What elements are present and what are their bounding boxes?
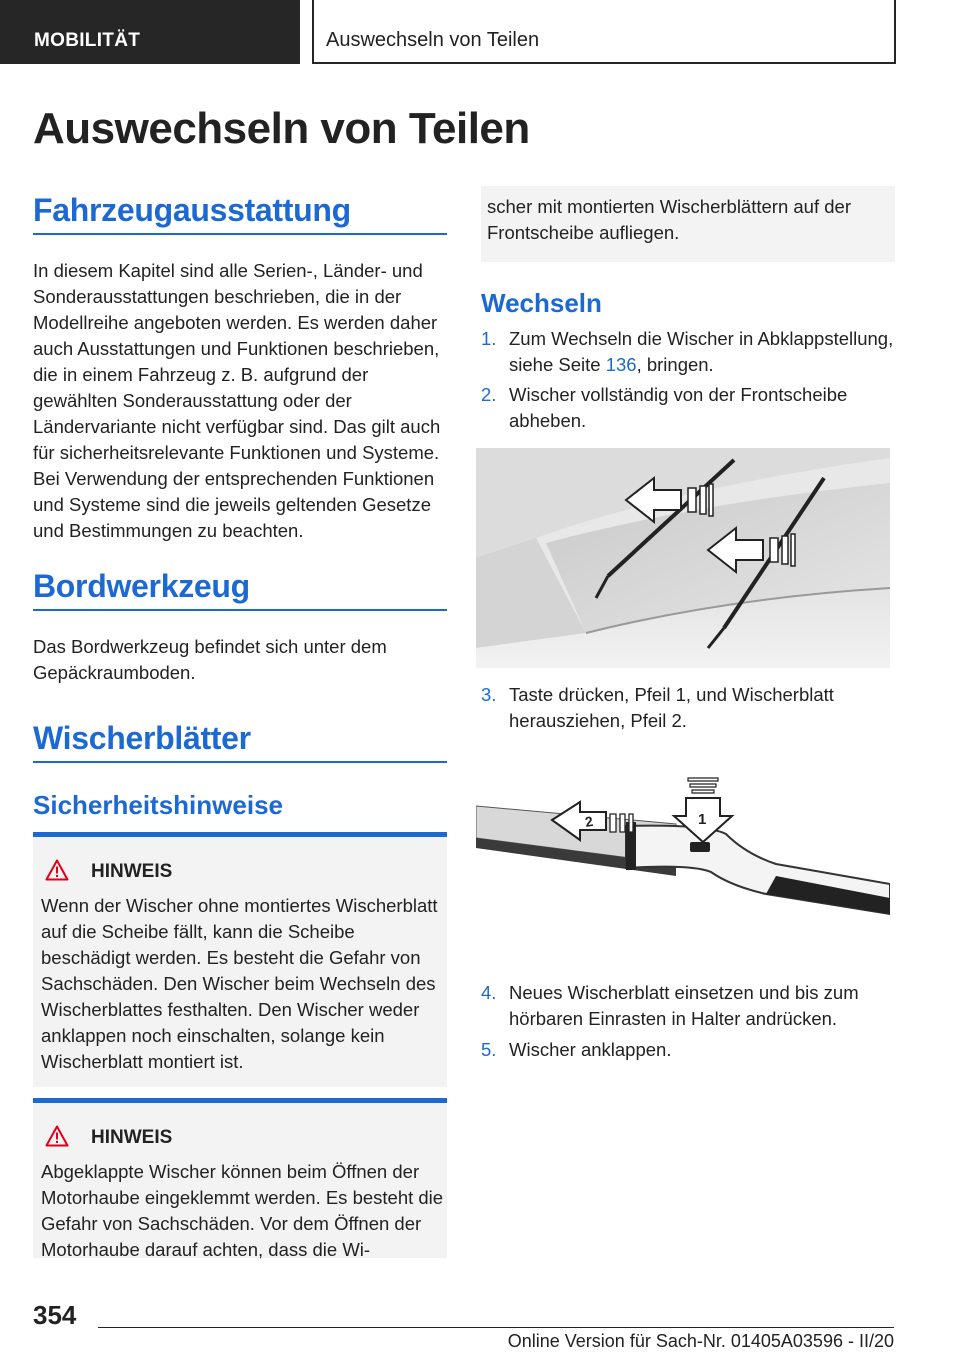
step-text: Wischer anklappen.: [509, 1039, 672, 1060]
figure-wiper-blade-release: [476, 764, 890, 970]
arrow-label-2: 2: [583, 812, 595, 830]
step-number: 5.: [481, 1039, 497, 1060]
notice-continuation-text: scher mit montierten Wischerblättern auf der Frontscheibe aufliegen.: [487, 196, 851, 243]
footer-divider: [98, 1327, 894, 1328]
step-text: Zum Wechseln die Wischer in Abklappstellung, siehe Seite 136, bringen.: [509, 328, 894, 375]
step-number: 1.: [481, 328, 497, 349]
heading-bordwerkzeug: Bordwerkzeug: [33, 568, 447, 611]
step-text: Wischer vollständig von der Frontscheibe abheben.: [509, 384, 848, 431]
page-number: 354: [33, 1300, 77, 1330]
notice-text-2: Abgeklappte Wischer können beim Öffnen der Motorhaube eingeklemmt werden. Es besteht die Gefahr von Sachschäden. Vor dem Öffnen der Motorhaube darauf achten, dass die Wi-: [41, 1161, 444, 1260]
wiper-windshield-illustration: [476, 448, 890, 668]
paragraph-bordwerkzeug: Das Bordwerkzeug befindet sich unter dem Gepäckraumboden.: [33, 636, 387, 683]
heading-sicherheitshinweise: Sicherheitshinweise: [33, 790, 283, 820]
step-number: 4.: [481, 982, 497, 1003]
header-section-tab: [0, 0, 300, 64]
page-reference-link[interactable]: 136: [605, 354, 637, 375]
notice-box-1: [33, 832, 447, 1087]
warning-triangle-icon: [45, 1125, 69, 1147]
heading-wechseln: Wechseln: [481, 288, 602, 318]
header-chapter-tab: [312, 0, 896, 64]
step-text: Neues Wischerblatt einsetzen und bis zum hörbaren Einrasten in Halter andrücken.: [509, 982, 859, 1029]
notice-text-1: Wenn der Wischer ohne montiertes Wischerblatt auf die Scheibe fällt, kann die Scheibe beschädigt werden. Es besteht die Gefahr von Sachschäden. Den Wischer beim Wechseln des Wischerblattes festhalten. Den Wischer weder anklappen noch einschalten, solange kein Wischerblatt montiert ist.: [41, 895, 438, 1072]
paragraph-fahrzeugausstattung: In diesem Kapitel sind alle Serien-, Länder- und Sonderausstattungen beschrieben, die in der Modellreihe angeboten werden. Es werden daher auch Ausstattungen und Funktionen beschrieben, die in einem Fahrzeug z. B. aufgrund der gewählten Sonderausstattung oder der Ländervariante nicht verfügbar sind. Das gilt auch für sicherheitsrelevante Funktionen und Systeme. Bei Verwendung der entsprechenden Funktionen und Systeme sind die jeweils geltenden Gesetze und Bestimmungen zu beachten.: [33, 260, 441, 541]
step-number: 2.: [481, 384, 497, 405]
header-section-label: MOBILITÄT: [34, 30, 141, 51]
figure-wipers-windshield: [476, 448, 890, 668]
step-text: Taste drücken, Pfeil 1, und Wischerblatt herausziehen, Pfeil 2.: [509, 684, 834, 731]
heading-fahrzeugausstattung: Fahrzeugausstattung: [33, 192, 447, 235]
step-number: 3.: [481, 684, 497, 705]
notice-label-2: HINWEIS: [91, 1127, 173, 1148]
notice-continuation: [481, 186, 895, 262]
wiper-blade-illustration: [476, 764, 890, 970]
header-chapter-label: Auswechseln von Teilen: [326, 29, 540, 51]
heading-wischerblaetter: Wischerblätter: [33, 720, 447, 763]
warning-triangle-icon: [45, 859, 69, 881]
arrow-label-1: 1: [698, 811, 707, 828]
footer-online-version: Online Version für Sach-Nr. 01405A03596 - II/20: [507, 1331, 894, 1351]
page-title: Auswechseln von Teilen: [33, 104, 530, 153]
notice-box-2: [33, 1098, 447, 1258]
notice-label-1: HINWEIS: [91, 861, 173, 882]
